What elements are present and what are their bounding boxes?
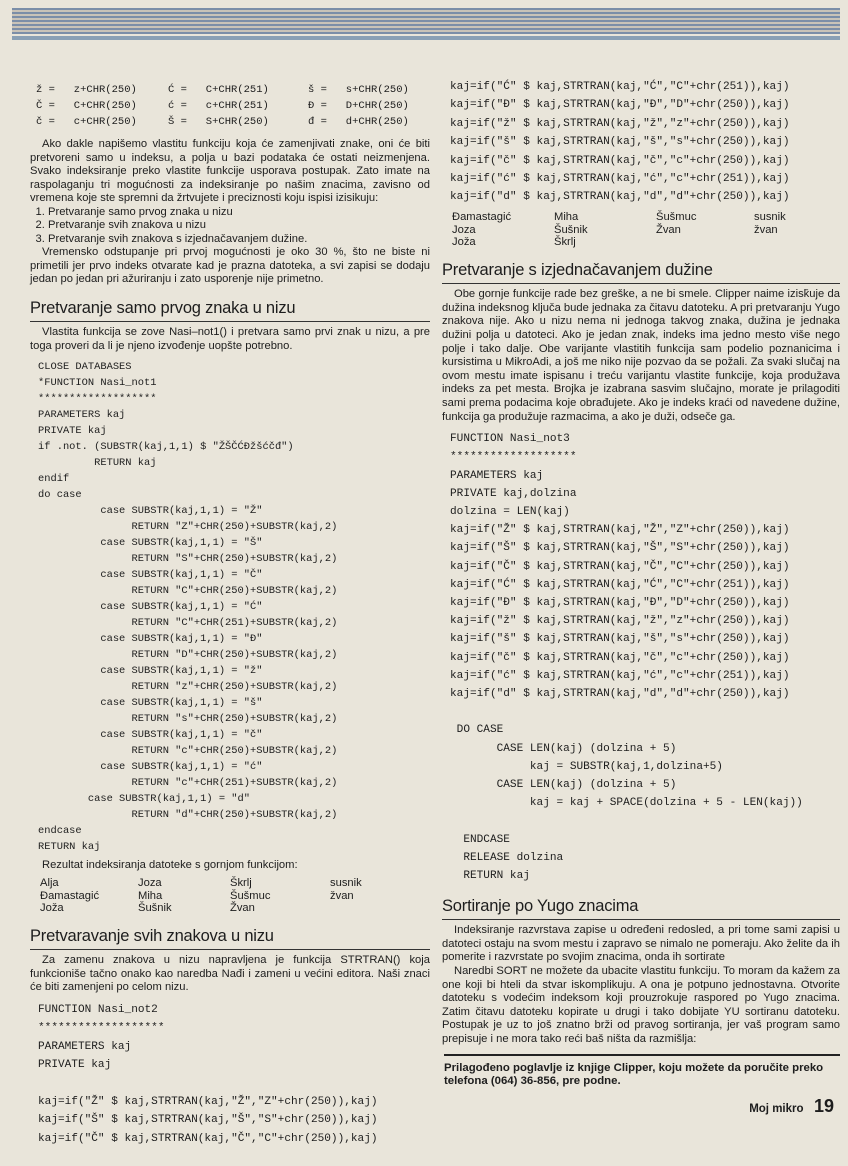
name-item: Žvan [230,902,255,915]
name-item: žvan [330,889,354,902]
page-number: 19 [813,1096,834,1116]
name-item: Miha [554,210,579,223]
names-column [554,211,656,249]
name-item: susnik [330,876,362,889]
name-item: Joza [452,223,476,236]
right-column [442,78,840,1047]
name-item: Šušmuc [656,210,697,223]
name-item: Joža [40,902,64,915]
names-column [330,877,420,915]
book-note: Prilagođeno poglavlje iz knjige Clipper, koju možete da poručite preko telefona (064) 36-856, pre podne. [444,1054,840,1089]
header-decoration-bar [12,8,840,34]
name-item: Joža [452,236,476,249]
char-cell: š = s+CHR(250) [308,84,409,96]
section-text: Za zamenu znakova u nizu napravljena je funkcija STRTRAN() koja funkcioniše tačno onako kao naredba Nađi i zameni u većini editora. Naši znaci će biti zamenjeni po celom nizu. [30,954,430,994]
name-item: Alja [40,876,59,889]
intro-paragraph-2: Vremensko odstupanje pri prvoj mogućnosti je oko 30 %, što ne biste ni primetili jer prvo indeks otvarate kad je prazna datoteka, a svi zapisi se dodaju jedan po jedan pri ažuriranju i zato usporenje nije primetno. [30,246,430,286]
section-text: Naredbi SORT ne možete da ubacite vlastitu funkciju. To moram da kažem za one koji bi hteli da stvar iskomplikuju. A ona je potpuno jednostavna. Otvorite datoteku s vodećim indeksom koji prouzrokuje raspored po Yugo znacima. Zatim čitavu datoteku kopirate u drugi i tako dobijate YU sortiranu datoteku. Postupak je uz to još znatno brži od pravog sortiranja, jer vaš program samo prepisuje i ne mora tako reći baš ništa da razmišlja: [442,965,840,1045]
page-footer [749,1096,834,1117]
name-item: Miha [138,889,163,902]
char-cell: Ć = C+CHR(251) [168,84,269,96]
names-column [230,877,330,915]
section-text: Indeksiranje razvrstava zapise u određeni redosled, a pri tome sami zapisi u datoteci ostaju na svom mestu i zapravo se nimalo ne pomeraju. Ako želite da ih pomerite i razvrstate po svojim znacima, onda ih sortirate [442,924,840,964]
list-item: 3. Pretvaranje svih znakova s izjednačavanjem dužine. [48,233,430,246]
name-item: Joza [138,876,162,889]
char-cell: ž = z+CHR(250) [36,84,137,96]
section-text: Obe gornje funkcije rade bez greške, a ne bi smele. Clipper naime izisk̄uje da dužina indeksnog ključa bude jednaka za čitavu datoteku. A pri pretvaranju Yugo znakova nije. Ako u nizu nema ni jednoga takvog znaka, dužina je jednaka dužini polja u datoteci. Ako je jedan znak, indeks ima jedno mesto više nego polje i tako dalje. Obe varijante vlastitih funkcija sam podelio poznanicima i kursistima u MikroAdi, a još me niko nije pozvao da se požali. Za svaki slučaj na ovom mestu imate ispisanu i treću varijantu vlastite funkcije, koja produžava indeks za pet mesta. Brojka je izabrana sasvim slučajno, morate je prilagoditi sami prema podacima koje obrađujete. Ako je indeks kraći od navedene dužine, funkcija ga produžuje razmacima, a ako je duži, odseče ga. [442,288,840,423]
section-heading: Sortiranje po Yugo znacima [442,897,840,920]
magazine-name: Moj mikro [749,1103,804,1115]
char-cell: ć = c+CHR(251) [168,100,269,112]
code-block: CLOSE DATABASES *FUNCTION Nasi_not1 ******************* PARAMETERS kaj PRIVATE kaj if .not. (SUBSTR(kaj,1,1) $ "ŽŠČĆĐžšćčđ") RETURN kaj endif do case case SUBSTR(kaj,1,1) = "Ž" RETURN "Z"+CHR(250)+SUBSTR(kaj,2) case SUBSTR(kaj,1,1) = "Š" RETURN "S"+CHR(250)+SUBSTR(kaj,2) case SUBSTR(kaj,1,1) = "Č" RETURN "C"+CHR(250)+SUBSTR(kaj,2) case SUBSTR(kaj,1,1) = "Ć" RETURN "C"+CHR(251)+SUBSTR(kaj,2) case SUBSTR(kaj,1,1) = "Đ" RETURN "D"+CHR(250)+SUBSTR(kaj,2) case SUBSTR(kaj,1,1) = "ž" RETURN "z"+CHR(250)+SUBSTR(kaj,2) case SUBSTR(kaj,1,1) = "š" RETURN "s"+CHR(250)+SUBSTR(kaj,2) case SUBSTR(kaj,1,1) = "č" RETURN "c"+CHR(250)+SUBSTR(kaj,2) case SUBSTR(kaj,1,1) = "ć" RETURN "c"+CHR(251)+SUBSTR(kaj,2) case SUBSTR(kaj,1,1) = "d" RETURN "d"+CHR(250)+SUBSTR(kaj,2) endcase RETURN kaj [38,361,338,854]
left-column [30,80,430,1152]
code-block: kaj=if("Ć" $ kaj,STRTRAN(kaj,"Ć","C"+chr(251)),kaj) kaj=if("Đ" $ kaj,STRTRAN(kaj,"Đ","D"+chr(250)),kaj) kaj=if("ž" $ kaj,STRTRAN(kaj,"ž","z"+chr(250)),kaj) kaj=if("š" $ kaj,STRTRAN(kaj,"š","s"+chr(250)),kaj) kaj=if("č" $ kaj,STRTRAN(kaj,"č","c"+chr(250)),kaj) kaj=if("ć" $ kaj,STRTRAN(kaj,"ć","c"+chr(251)),kaj) kaj=if("d" $ kaj,STRTRAN(kaj,"d","d"+chr(250)),kaj) [450,81,790,204]
char-cell: Š = S+CHR(250) [168,116,269,128]
options-list [30,206,430,246]
name-item: Šušmuc [230,889,271,902]
name-item: Šušnik [138,902,172,915]
char-cell: đ = d+CHR(250) [308,116,409,128]
names-column [754,211,834,249]
name-item: Šušnik [554,223,588,236]
list-item: 1. Pretvaranje samo prvog znaka u nizu [48,206,430,219]
names-column [40,877,138,915]
code-block: FUNCTION Nasi_not3 ******************* PARAMETERS kaj PRIVATE kaj,dolzina dolzina = LEN(kaj) kaj=if("Ž" $ kaj,STRTRAN(kaj,"Ž","Z"+chr(250)),kaj) kaj=if("Š" $ kaj,STRTRAN(kaj,"Š","S"+chr(250)),kaj) kaj=if("Č" $ kaj,STRTRAN(kaj,"Č","C"+chr(250)),kaj) kaj=if("Ć" $ kaj,STRTRAN(kaj,"Ć","C"+chr(251)),kaj) kaj=if("Đ" $ kaj,STRTRAN(kaj,"Đ","D"+chr(250)),kaj) kaj=if("ž" $ kaj,STRTRAN(kaj,"ž","z"+chr(250)),kaj) kaj=if("š" $ kaj,STRTRAN(kaj,"š","s"+chr(250)),kaj) kaj=if("č" $ kaj,STRTRAN(kaj,"č","c"+chr(250)),kaj) kaj=if("ć" $ kaj,STRTRAN(kaj,"ć","c"+chr(251)),kaj) kaj=if("d" $ kaj,STRTRAN(kaj,"d","d"+chr(250)),kaj) DO CASE CASE LEN(kaj) (dolzina + 5) kaj = SUBSTR(kaj,1,dolzina+5) CASE LEN(kaj) (dolzina + 5) kaj = kaj + SPACE(dolzina + 5 - LEN(kaj)) ENDCASE RELEASE dolzina RETURN kaj [450,433,803,883]
names-column [656,211,754,249]
name-item: Škrlj [230,876,252,889]
result-names [452,211,840,249]
result-text: Rezultat indeksiranja datoteke s gornjom funkcijom: [42,859,298,872]
name-item: Đamastagić [452,210,512,223]
name-item: Škrlj [554,236,576,249]
char-cell: č = c+CHR(250) [36,116,137,128]
name-item: Žvan [656,223,681,236]
section-text: Vlastita funkcija se zove Nasi–not1() i pretvara samo prvi znak u nizu, a pre toga proveri da li je njeno izvođenje uopšte potrebno. [30,325,430,352]
names-column [452,211,554,249]
section-heading: Pretvaranje samo prvog znaka u nizu [30,299,430,322]
list-item: 2. Pretvaranje svih znakova u nizu [48,219,430,232]
section-heading: Pretvaranje s izjednačavanjem dužine [442,261,840,284]
result-names [40,877,430,915]
code-block: FUNCTION Nasi_not2 ******************* PARAMETERS kaj PRIVATE kaj kaj=if("Ž" $ kaj,STRTRAN(kaj,"Ž","Z"+chr(250)),kaj) kaj=if("Š" $ kaj,STRTRAN(kaj,"Š","S"+chr(250)),kaj) kaj=if("Č" $ kaj,STRTRAN(kaj,"Č","C"+chr(250)),kaj) [38,1003,378,1145]
char-cell: Đ = D+CHR(250) [308,100,409,112]
intro-paragraph: Ako dakle napišemo vlastitu funkciju koja će zamenjivati znake, oni će biti pretvoreni samo u indeksu, a polja u bazi podataka će ostati neizmenjena. Svako indeksiranje preko vlastite funkcije usporava postupak. Zato imate na raspolaganju tri mogućnosti za indeksiranje po našim znacima, zavisno od vremena koje ste spremni da žrtvujete i preciznosti koju ispisi izisikuju: [30,138,430,205]
char-table [36,84,430,128]
names-column [138,877,230,915]
name-item: žvan [754,223,778,236]
name-item: Đamastagić [40,889,100,902]
section-heading: Pretvaravanje svih znakova u nizu [30,927,430,950]
char-cell: Č = C+CHR(250) [36,100,137,112]
name-item: susnik [754,210,786,223]
